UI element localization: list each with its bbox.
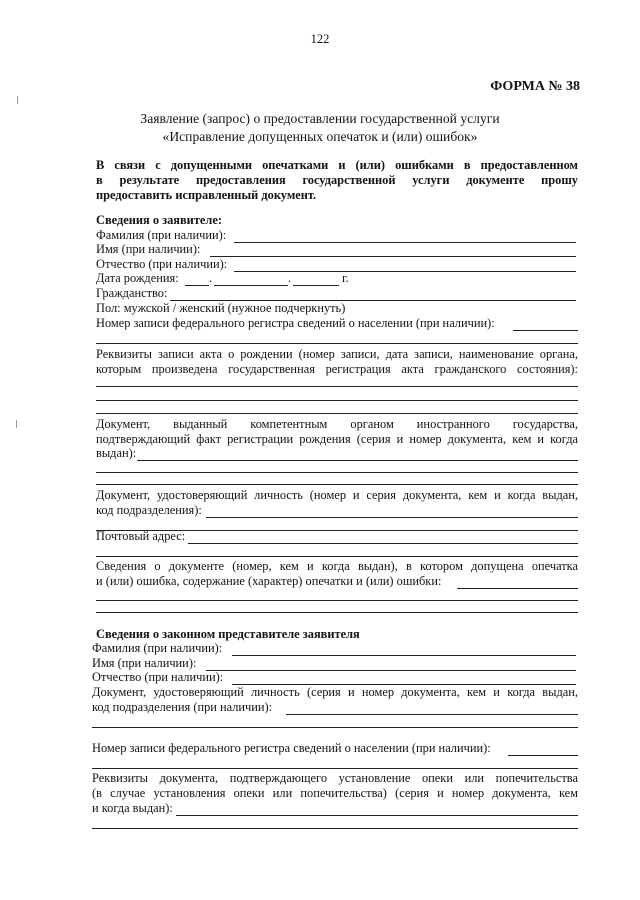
applicant-name-field[interactable] [210, 256, 576, 257]
guardianship-line-3: и когда выдан): [92, 801, 173, 815]
birth-record-field-2[interactable] [96, 400, 578, 401]
rep-surname-label: Фамилия (при наличии): [92, 641, 223, 655]
title-line-1: Заявление (запрос) о предоставлении государственной услуги [140, 111, 500, 126]
representative-heading: Сведения о законном представителе заявителя [96, 627, 360, 641]
applicant-heading: Сведения о заявителе: [96, 213, 222, 227]
foreign-doc-line-2: подтверждающий факт регистрации рождения (серия и номер документа, кем и когда [96, 432, 578, 446]
error-doc-line-2: и (или) ошибка, содержание (характер) опечатки и (или) ошибки: [96, 574, 442, 588]
birth-record-line-1: Реквизиты записи акта о рождении (номер записи, дата записи, наименование органа, [96, 347, 578, 361]
rep-registry-field[interactable] [508, 755, 578, 756]
foreign-doc-line-1: Документ, выданный компетентным органом иностранного государства, [96, 417, 578, 431]
applicant-registry-field[interactable] [513, 330, 578, 331]
postal-address-field[interactable] [188, 543, 578, 544]
foreign-doc-line-3: выдан): [96, 446, 137, 460]
rep-identity-line-2: код подразделения (при наличии): [92, 700, 273, 714]
error-doc-field-2[interactable] [96, 600, 578, 601]
guardianship-field-1[interactable] [176, 815, 578, 816]
citizenship-label: Гражданство: [96, 286, 168, 300]
scan-margin-mark [16, 420, 17, 428]
birth-year-suffix: г. [342, 271, 349, 285]
rep-name-field[interactable] [206, 670, 576, 671]
birth-day-field[interactable] [185, 285, 209, 286]
form-number: ФОРМА № 38 [490, 79, 580, 94]
rep-surname-field[interactable] [232, 655, 576, 656]
error-doc-field-1[interactable] [457, 588, 578, 589]
applicant-registry-label: Номер записи федерального регистра сведений о населении (при наличии): [96, 316, 495, 330]
birth-year-field[interactable] [293, 285, 339, 286]
rep-patronymic-label: Отчество (при наличии): [92, 670, 224, 684]
identity-doc-line-2: код подразделения): [96, 503, 202, 517]
foreign-doc-field-3[interactable] [96, 484, 578, 485]
intro-line-2: в результате предоставления государственной услуги документе прошу [96, 173, 578, 187]
rep-identity-field-1[interactable] [286, 714, 578, 715]
error-doc-field-3[interactable] [96, 612, 578, 613]
birth-date-separator: . [209, 271, 213, 285]
applicant-surname-label: Фамилия (при наличии): [96, 228, 227, 242]
birth-date-separator: . [288, 271, 292, 285]
birth-date-label: Дата рождения: [96, 271, 179, 285]
rep-identity-field-2[interactable] [92, 727, 578, 728]
rep-registry-label: Номер записи федерального регистра сведений о населении (при наличии): [92, 741, 491, 755]
page-number: 122 [310, 32, 330, 46]
applicant-name-label: Имя (при наличии): [96, 242, 201, 256]
applicant-surname-field[interactable] [234, 242, 576, 243]
foreign-doc-field-1[interactable] [137, 460, 578, 461]
title-line-2: «Исправление допущенных опечаток и (или) ошибок» [162, 129, 478, 144]
rep-name-label: Имя (при наличии): [92, 656, 197, 670]
identity-doc-line-1: Документ, удостоверяющий личность (номер и серия документа, кем и когда выдан, [96, 488, 578, 502]
applicant-registry-field-2[interactable] [96, 343, 578, 344]
identity-doc-field-1[interactable] [206, 517, 578, 518]
foreign-doc-field-2[interactable] [96, 472, 578, 473]
rep-identity-line-1: Документ, удостоверяющий личность (серия и номер документа, кем и когда выдан, [92, 685, 578, 699]
birth-month-field[interactable] [214, 285, 288, 286]
guardianship-line-1: Реквизиты документа, подтверждающего установление опеки или попечительства [92, 771, 578, 785]
birth-record-field-3[interactable] [96, 413, 578, 414]
intro-line-3: предоставить исправленный документ. [96, 188, 317, 202]
guardianship-field-2[interactable] [92, 828, 578, 829]
sex-label: Пол: мужской / женский (нужное подчеркнуть) [96, 301, 346, 315]
rep-registry-field-2[interactable] [92, 768, 578, 769]
error-doc-line-1: Сведения о документе (номер, кем и когда выдан), в котором допущена опечатка [96, 559, 578, 573]
scan-margin-mark [17, 96, 18, 104]
intro-line-1: В связи с допущенными опечатками и (или) ошибками в предоставленном [96, 158, 578, 172]
guardianship-line-2: (в случае установления опеки или попечительства) (серия и номер документа, кем [92, 786, 578, 800]
birth-record-field-1[interactable] [96, 386, 578, 387]
applicant-patronymic-field[interactable] [234, 271, 576, 272]
birth-record-line-2: которым произведена государственная регистрация акта гражданского состояния): [96, 362, 578, 376]
postal-address-field-2[interactable] [96, 556, 578, 557]
applicant-patronymic-label: Отчество (при наличии): [96, 257, 228, 271]
postal-address-label: Почтовый адрес: [96, 529, 186, 543]
